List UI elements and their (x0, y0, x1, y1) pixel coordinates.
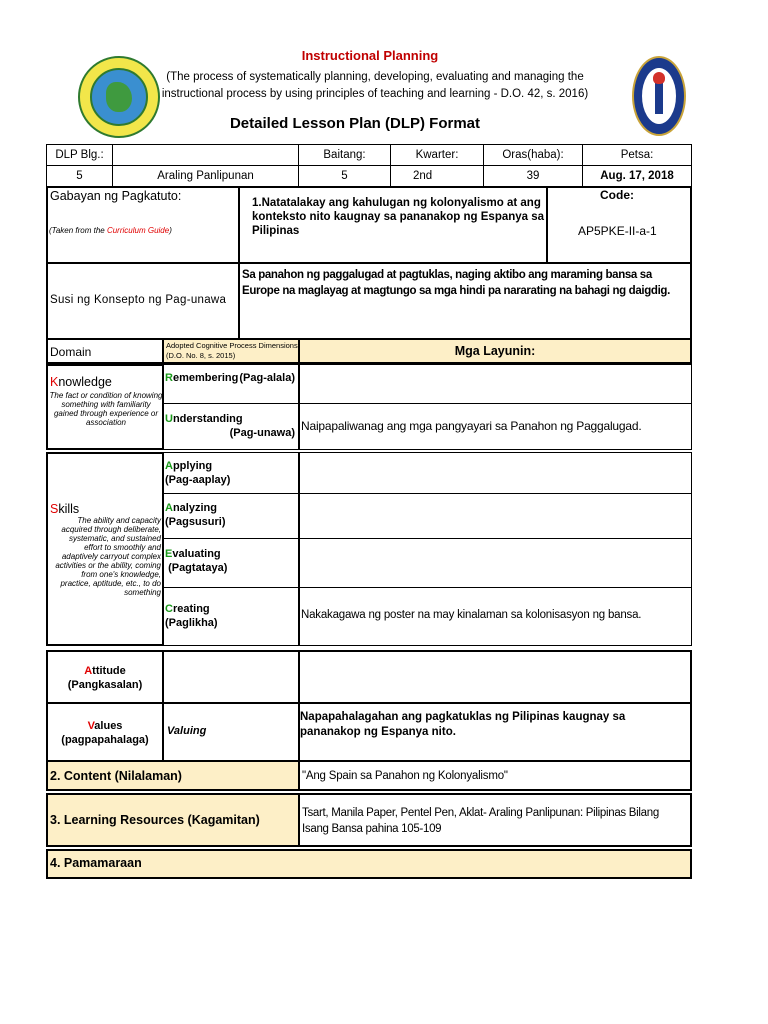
form-title: Detailed Lesson Plan (DLP) Format (229, 115, 481, 132)
date-value: Aug. 17, 2018 (582, 165, 692, 187)
creating-rest: reating (172, 603, 210, 615)
resources-value-cell (298, 793, 692, 847)
analyzing-local: (Pagsusuri) (165, 516, 226, 528)
knowledge-initial: K (50, 375, 59, 389)
subject-value: Araling Panlipunan (112, 165, 299, 187)
attitude-local: (Pangkasalan) (67, 679, 143, 691)
skills-domain-cell (46, 452, 164, 646)
competency-cell (238, 186, 548, 264)
grade-header: Baitang: (298, 144, 391, 166)
gabayan-note-prefix: (Taken from the (49, 226, 107, 235)
gabayan-note (49, 226, 172, 235)
analyzing-cell (162, 493, 300, 539)
resources-value: Tsart, Manila Paper, Pentel Pen, Aklat- Araling Panlipunan: Pilipinas Bilang Isang Bansa pahina 105-109 (302, 807, 659, 835)
remembering-local: (Pag-alala) (239, 372, 295, 384)
creating-cell (162, 587, 300, 646)
code-cell (546, 186, 692, 264)
resources-label: 3. Learning Resources (Kagamitan) (50, 813, 260, 827)
analyzing-objective (298, 493, 692, 539)
deped-division-seal (78, 56, 160, 138)
attitude-objective (298, 650, 692, 704)
gabayan-label-cell (46, 186, 240, 264)
page-title: Instructional Planning (301, 48, 439, 63)
knowledge-rest: nowledge (58, 375, 112, 389)
content-label-cell (46, 760, 300, 791)
values-objective: Napapahalagahan ang pagkatuklas ng Pilipinas kaugnay sa pananakop ng Espanya nito. (300, 711, 626, 738)
values-rest: alues (94, 720, 123, 732)
gabayan-note-suffix: ) (169, 226, 172, 235)
dlp-number-header: DLP Blg.: (46, 144, 113, 166)
duration-value: 39 (483, 165, 583, 187)
knowledge-domain-cell (46, 364, 164, 450)
understanding-initial: U (165, 413, 173, 425)
values-level-cell (162, 702, 300, 762)
content-value: "Ang Spain sa Panahon ng Kolonyalismo" (302, 770, 508, 782)
skills-initial: S (50, 502, 59, 516)
remembering-label (165, 371, 295, 385)
remembering-rest: emembering (172, 372, 239, 384)
susi-text: Sa panahon ng paggalugad at pagtuklas, naging aktibo ang maraming bansa sa Europe na maglayag at magtungo sa mga hindi pa nararating na bahagi ng daigdig. (242, 269, 670, 297)
seal-map-icon (90, 68, 148, 126)
understanding-cell (162, 403, 300, 450)
remembering-cell (162, 364, 300, 404)
evaluating-cell (162, 538, 300, 588)
applying-label (165, 459, 230, 487)
susi-label-cell (46, 262, 240, 340)
understanding-label (165, 412, 295, 440)
applying-rest: pplying (172, 460, 213, 472)
quarter-header: Kwarter: (390, 144, 484, 166)
content-label: 2. Content (Nilalaman) (50, 769, 182, 783)
values-label (48, 719, 162, 747)
evaluating-initial: E (165, 548, 173, 560)
domain-header-cell (46, 338, 164, 364)
knowledge-label (50, 375, 112, 389)
applying-local: (Pag-aaplay) (165, 474, 231, 486)
subject-header (112, 144, 299, 166)
content-value-cell (298, 760, 692, 791)
understanding-rest: nderstanding (172, 413, 243, 425)
skills-rest: kills (58, 502, 80, 516)
creating-local: (Paglikha) (165, 617, 218, 629)
applying-objective (298, 452, 692, 494)
creating-label (165, 602, 218, 630)
attitude-initial: A (84, 665, 93, 677)
remembering-initial: R (165, 372, 173, 384)
applying-initial: A (165, 460, 173, 472)
susi-label: Susi ng Konsepto ng Pag-unawa (50, 294, 227, 306)
evaluating-rest: valuating (172, 548, 221, 560)
dimensions-header-cell (162, 338, 300, 364)
skills-label (50, 502, 79, 516)
page-subtitle-line2: instructional process by using principles of teaching and learning - D.O. 42, s. 2016) (161, 88, 589, 100)
susi-text-cell (238, 262, 692, 340)
attitude-cell (46, 650, 164, 704)
grade-value: 5 (298, 165, 391, 187)
analyzing-initial: A (165, 502, 173, 514)
applying-cell (162, 452, 300, 494)
pamamaraan-label: 4. Pamamaraan (50, 856, 142, 870)
resources-label-cell (46, 793, 300, 847)
skills-desc: The ability and capacity acquired through deliberate, systematic, and sustained effort to smoothly and adaptively carryout complex activities or the ability, coming from one's knowledge, practice, aptitude, etc., to do something (55, 516, 161, 597)
competency-text: 1.Natatalakay ang kahulugan ng kolonyalismo at ang konteksto nito kaugnay sa pananakop ng Espanya sa Pilipinas (252, 197, 545, 237)
duration-header: Oras(haba): (483, 144, 583, 166)
creating-objective: Nakakagawa ng poster na may kinalaman sa kolonisasyon ng bansa. (301, 609, 642, 621)
date-header: Petsa: (582, 144, 692, 166)
code-label: Code: (600, 188, 634, 202)
gabayan-label: Gabayan ng Pagkatuto: (50, 189, 182, 203)
attitude-rest: ttitude (92, 665, 126, 677)
values-level: Valuing (167, 725, 207, 737)
values-objective-cell (298, 702, 692, 762)
layunin-header: Mga Layunin: (298, 338, 692, 364)
pamamaraan-cell (46, 849, 692, 879)
understanding-local: (Pag-unawa) (229, 427, 295, 439)
values-initial: V (87, 720, 95, 732)
dlp-number-value: 5 (46, 165, 113, 187)
evaluating-objective (298, 538, 692, 588)
dimensions-header: Adopted Cognitive Process Dimensions (D.O. No. 8, s. 2015) (166, 341, 298, 360)
domain-header: Domain (50, 345, 92, 359)
code-value: AP5PKE-II-a-1 (578, 224, 657, 238)
curriculum-guide-link: Curriculum Guide (106, 226, 170, 235)
analyzing-rest: nalyzing (172, 502, 217, 514)
attitude-label (48, 664, 162, 692)
page-subtitle-line1: (The process of systematically planning, developing, evaluating and managing the (166, 71, 584, 83)
deped-seal (632, 56, 686, 136)
analyzing-label (165, 501, 226, 529)
creating-objective-cell (298, 587, 692, 646)
understanding-objective: Naipapaliwanag ang mga pangyayari sa Panahon ng Paggalugad. (301, 419, 642, 433)
evaluating-local: (Pagtataya) (168, 562, 228, 574)
evaluating-label (165, 547, 227, 575)
quarter-value: 2nd (390, 165, 484, 187)
understanding-objective-cell (298, 403, 692, 450)
values-cell (46, 702, 164, 762)
knowledge-desc: The fact or condition of knowing something with familiarity gained through experience or association (49, 391, 163, 427)
remembering-objective (298, 364, 692, 404)
creating-initial: C (165, 603, 173, 615)
attitude-level (162, 650, 300, 704)
values-local: (pagpapahalaga) (61, 734, 149, 746)
